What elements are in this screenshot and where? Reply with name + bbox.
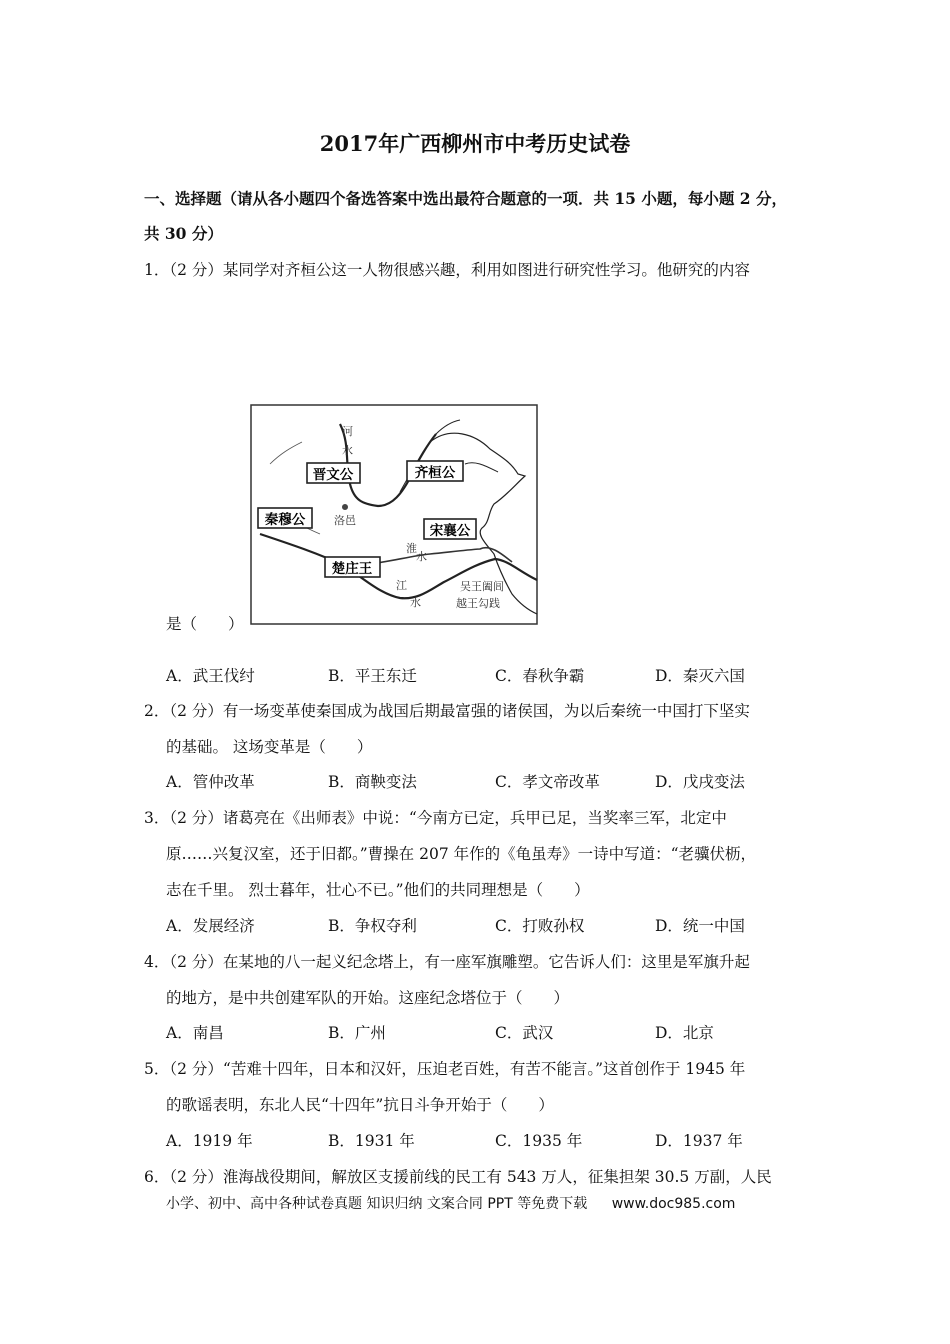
q2-option-c: C．孝文帝改革 <box>495 773 600 791</box>
question-3-text-cont-1: 原……兴复汉室，还于旧都。”曹操在 207 年作的《龟虽寿》一诗中写道：“老骥伏枥， <box>166 845 757 863</box>
label-qi-huan-gong <box>407 461 463 481</box>
label-river-shui-3: 水 <box>410 596 421 609</box>
label-jin-wen-gong <box>307 463 360 483</box>
question-5-text-cont: 的歌谣表明，东北人民“十四年”抗日斗争开始于（ ） <box>166 1096 554 1114</box>
svg-text:宋襄公: 宋襄公 <box>429 523 471 539</box>
question-1-text: 1．（2 分）某同学对齐桓公这一人物很感兴趣，利用如图进行研究性学习。他研究的内容 <box>144 261 750 279</box>
question-2-text: 2．（2 分）有一场变革使秦国成为战国后期最富强的诸侯国，为以后秦统一中国打下坚实 <box>144 702 750 720</box>
svg-text:齐桓公: 齐桓公 <box>414 465 456 481</box>
question-6-text: 6．（2 分）淮海战役期间，解放区支援前线的民工有 543 万人，征集担架 30.5 万副，人民 <box>144 1168 772 1186</box>
svg-text:楚庄王: 楚庄王 <box>331 561 373 577</box>
q4-option-c: C．武汉 <box>495 1024 554 1042</box>
svg-text:秦穆公: 秦穆公 <box>264 512 306 528</box>
svg-text:晋文公: 晋文公 <box>312 467 354 483</box>
q3-option-a: A．发展经济 <box>166 917 255 935</box>
label-river-he: 河 <box>342 425 353 438</box>
question-4-text-cont: 的地方，是中共创建军队的开始。这座纪念塔位于（ ） <box>166 989 570 1007</box>
label-yue-wang: 越王勾践 <box>456 597 500 610</box>
question-3-text-cont-2: 志在千里。 烈士暮年，壮心不已。”他们的共同理想是（ ） <box>166 881 590 899</box>
footer-text: 小学、初中、高中各种试卷真题 知识归纳 文案合同 PPT 等免费下载 <box>166 1196 588 1212</box>
question-4-text: 4．（2 分）在某地的八一起义纪念塔上，有一座军旗雕塑。它告诉人们：这里是军旗升起 <box>144 953 750 971</box>
label-luoyi: 洛邑 <box>334 514 356 527</box>
question-5-text: 5．（2 分）“苦难十四年，日本和汉奸，压迫老百姓，有苦不能言。”这首创作于 1945 年 <box>144 1060 746 1078</box>
q5-option-c: C．1935 年 <box>495 1132 583 1150</box>
q1-option-b: B．平王东迁 <box>328 667 417 685</box>
footer-ad <box>166 1193 735 1213</box>
spring-autumn-map <box>250 404 540 626</box>
question-1-text-cont: 是（ ） <box>166 615 244 633</box>
q2-option-a: A．管仲改革 <box>166 773 255 791</box>
q5-option-a: A．1919 年 <box>166 1132 253 1150</box>
label-river-shui-1: 水 <box>342 444 353 457</box>
q5-option-d: D．1937 年 <box>655 1132 743 1150</box>
q1-option-c: C．春秋争霸 <box>495 667 585 685</box>
section-heading-cont: 共 30 分） <box>144 224 223 243</box>
footer-url[interactable]: www.doc985.com <box>611 1196 736 1212</box>
q3-option-b: B．争权夺利 <box>328 917 417 935</box>
label-song-xiang-gong <box>424 519 476 539</box>
question-2-text-cont: 的基础。 这场变革是（ ） <box>166 738 373 756</box>
label-wu-wang: 吴王阖闾 <box>460 580 504 593</box>
q5-option-b: B．1931 年 <box>328 1132 415 1150</box>
q3-option-c: C．打败孙权 <box>495 917 585 935</box>
section-heading: 一、选择题（请从各小题四个备选答案中选出最符合题意的一项．共 15 小题，每小题 2 分， <box>144 189 787 208</box>
label-river-shui-2: 水 <box>416 550 427 563</box>
q4-option-b: B．广州 <box>328 1024 386 1042</box>
q4-option-a: A．南昌 <box>166 1024 224 1042</box>
label-qin-mu-gong <box>258 508 312 528</box>
exam-title: 2017年广西柳州市中考历史试卷 <box>319 131 631 156</box>
q2-option-b: B．商鞅变法 <box>328 773 417 791</box>
q1-option-a: A．武王伐纣 <box>166 667 255 685</box>
question-3-text: 3．（2 分）诸葛亮在《出师表》中说：“今南方已定，兵甲已足，当奖率三军，北定中 <box>144 809 727 827</box>
q2-option-d: D．戊戌变法 <box>655 773 745 791</box>
q1-option-d: D．秦灭六国 <box>655 667 745 685</box>
label-river-huai: 淮 <box>406 542 417 555</box>
q4-option-d: D．北京 <box>655 1024 714 1042</box>
label-river-jiang: 江 <box>396 579 407 592</box>
q3-option-d: D．统一中国 <box>655 917 745 935</box>
label-chu-zhuang-wang <box>325 557 380 577</box>
